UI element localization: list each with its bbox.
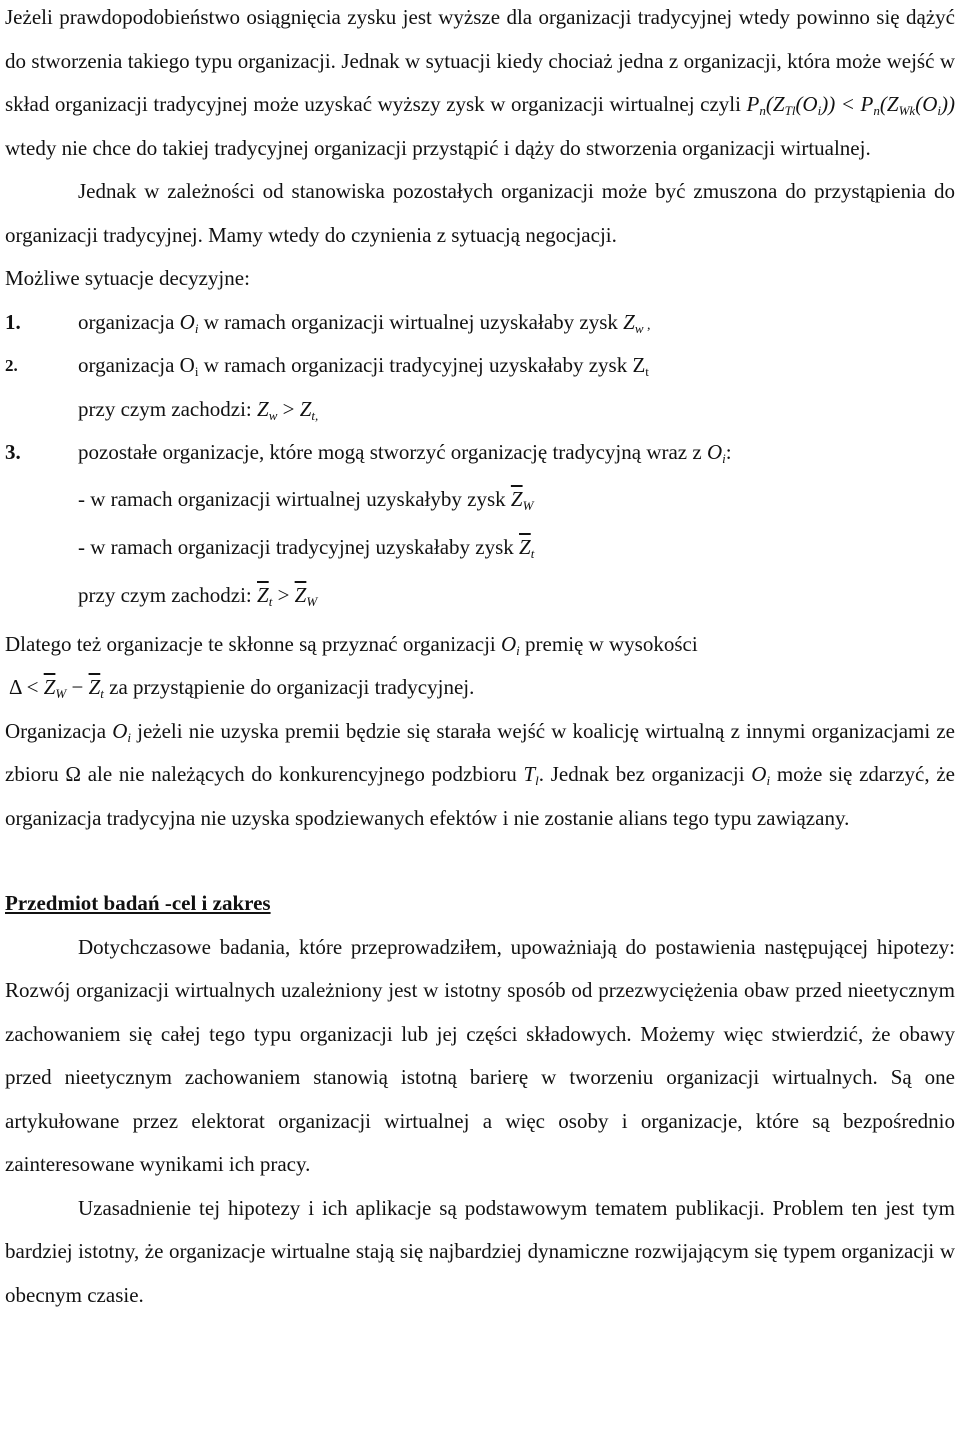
list-item-2: 2. organizacja $O_i$ w ramach organizacji tradycyjnej uzyskałaby zysk $Z_t$ (5, 344, 955, 388)
list-number: 1. (5, 309, 21, 334)
list-item-3: 3. pozostałe organizacje, które mogą stworzyć organizację tradycyjną wraz z $O_i$: (5, 431, 955, 475)
list-item-3-line-traditional: - w ramach organizacji tradycyjnej uzyskałaby zysk $\overline{Z}_t$ (78, 534, 535, 561)
section-heading: Przedmiot badań -cel i zakres (5, 891, 271, 915)
text: Jeżeli prawdopodobieństwo osiągnięcia zysku jest wyższe dla organizacji tradycyjnej wtedy powinno się dążyć do stworzenia takiego typu organizacji. Jednak w sytuacji kiedy chociaż jedna z organizacji, która może wejść w skład organizacji tradycyjnej może uzyskać wyższy zysk w organizacji wirtualnej czyli (5, 5, 955, 116)
paragraph-sytuacje-decyzyjne: Możliwe sytuacje decyzyjne: (5, 266, 250, 290)
list-item-2-condition: przy czym zachodzi: $Z_w > Z_{t,}$ (78, 396, 319, 423)
document-page (5, 0, 955, 1317)
list-number: 2. (5, 356, 18, 375)
paragraph-premia: Dlatego też organizacje te skłonne są przyznać organizacji $O_i$ premię w wysokości (5, 631, 698, 658)
list-item-3-line-virtual: - w ramach organizacji wirtualnej uzyskałyby zysk $\overline{Z}_W$ (78, 486, 534, 513)
formula-inequality: $P_n(Z_{Tl}(O_i)) < P_n(Z_{Wk}(O_i))$ (746, 92, 955, 119)
paragraph-organizacja-tradycyjna (5, 0, 955, 170)
paragraph-negocjacje: Jednak w zależności od stanowiska pozostałych organizacji może być zmuszona do przystąpienia do organizacji tradycyjnej. Mamy wtedy do czynienia z sytuacją negocjacji. (5, 179, 955, 247)
list-item-1: 1. organizacja $O_i$ w ramach organizacji wirtualnej uzyskałaby zysk $Z_w$ , (5, 301, 955, 345)
paragraph-hipoteza: Dotychczasowe badania, które przeprowadziłem, upoważniają do postawienia następującej hipotezy: Rozwój organizacji wirtualnych uzależniony jest w istotny sposób od przezwyciężenia obaw przed nieetycznym zachowaniem się całej tego typu organizacji lub jej części składowych. Możemy więc stwierdzić, że obawy przed nieetycznym zachowaniem stanowią istotną barierę w tworzeniu organizacji wirtualnych. Są one artykułowane przez elektorat organizacji wirtualnej a więc osoby i organizacje, które są bezpośrednio zainteresowane wynikami ich pracy. (5, 934, 955, 1176)
list-item-3-condition: przy czym zachodzi: $\overline{Z}_t > \overline{Z}_W$ (78, 582, 318, 609)
text: wtedy nie chce do takiej tradycyjnej organizacji przystąpić i dąży do stworzenia organizacji wirtualnej. (5, 135, 871, 160)
paragraph-koalicja-wirtualna: Organizacja $O_i$ jeżeli nie uzyska premii będzie się starała wejść w koalicję wirtualną z innymi organizacjami ze zbioru Ω ale nie należących do konkurencyjnego podzbioru $T_l$. Jednak bez organizacji $O_i$ może się zdarzyć, że organizacja tradycyjna nie uzyska spodziewanych efektów i nie zostanie alians tego typu zawiązany. (5, 718, 955, 830)
paragraph-uzasadnienie: Uzasadnienie tej hipotezy i ich aplikacje są podstawowym tematem publikacji. Problem ten jest tym bardziej istotny, że organizacje wirtualne stają się najbardziej dynamiczne rozwijającym się typem organizacji w obecnym czasie. (5, 1195, 955, 1307)
list-number: 3. (5, 440, 21, 464)
paragraph-premia-formula: $\Delta < \overline{Z}_W - \overline{Z}_t$ za przystąpienie do organizacji tradycyjnej. (9, 675, 475, 702)
spacer (5, 840, 955, 882)
